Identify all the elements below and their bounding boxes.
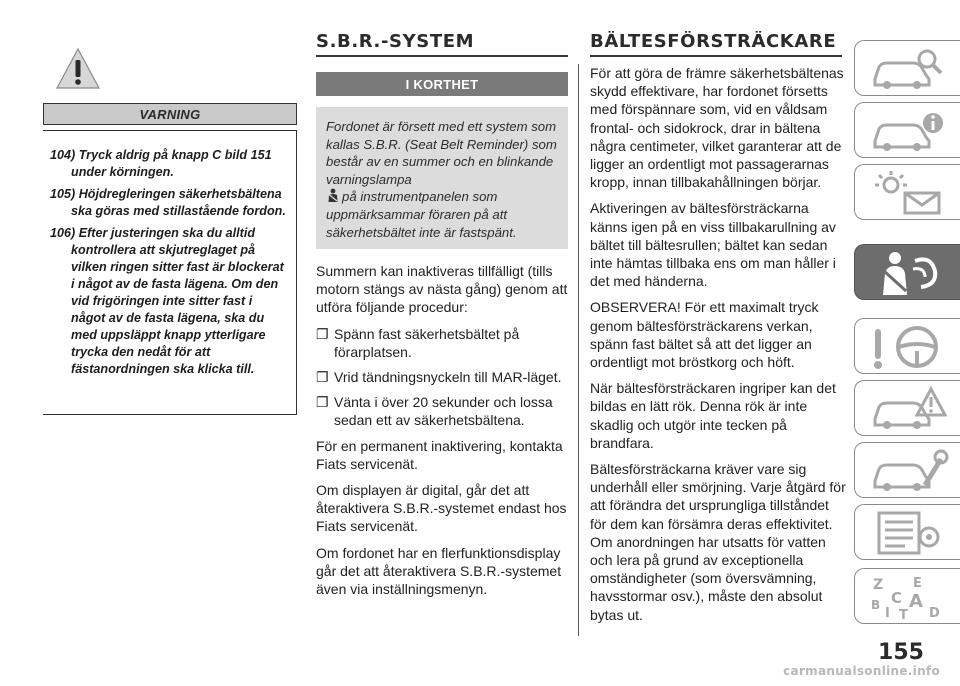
sbr-step-text: Spänn fast säkerhetsbältet på förarplatsen. [334,325,520,360]
warning-item-105: 105) Höjdregleringen säkerhetsbältena ska göras med stillastående fordon. [50,187,286,218]
column-divider [578,64,579,636]
sbr-step-text: Vrid tändningsnyckeln till MAR-läget. [334,369,562,386]
sbr-step-text: Vänta i över 20 sekunder och lossa sedan ett av säkerhetsbältena. [334,394,553,429]
tab-car-info[interactable] [854,102,960,158]
checkbox-bullet-icon: ❐ [316,369,329,386]
sbr-section-title: S.B.R.-SYSTEM [316,31,568,57]
index-letter: B [871,598,881,612]
sbr-paragraph: Om fordonet har en flerfunktionsdisplay går det att återaktivera S.B.R.-systemet även via inställningsmenyn. [316,544,562,598]
car-wrench-icon [869,447,949,495]
warning-header: VARNING [43,103,297,125]
tab-safety[interactable] [854,244,960,300]
pretensioner-paragraph: OBSERVERA! För ett maximalt tryck genom bältesförsträckarens verkan, spänn fast bältet så att det ligger an ordentligt mot bröstkorg och höft. [590,299,819,371]
sbr-step [316,325,572,361]
summary-text-end: på instrumentpanelen som uppmärksammar föraren på att säkerhetsbältet inte är fastspänt. [326,189,517,240]
tab-lights-messages[interactable] [854,164,960,220]
seatbelt-airbag-icon [869,249,949,297]
index-letter: Z [873,577,884,593]
index-letter: C [891,589,903,607]
index-letter: A [909,591,923,612]
tab-maintenance[interactable] [854,442,960,498]
summary-header: I KORTHET [316,72,568,96]
sbr-step [316,393,572,429]
summary-box [316,107,568,249]
sbr-paragraph: För en permanent inaktivering, kontakta Fiats servicenät. [316,437,563,472]
warning-box [43,130,297,415]
car-warning-icon [869,385,949,433]
index-letter: D [929,606,940,621]
pretensioner-section-title: BÄLTESFÖRSTRÄCKARE [590,31,842,57]
sbr-step [316,368,572,386]
checkbox-bullet-icon: ❐ [316,325,329,342]
car-search-icon [869,45,949,93]
alphabet-index-icon [869,573,949,621]
tab-technical-specs[interactable] [854,504,960,560]
warning-item-106: 106) Efter justeringen ska du alltid kontrollera att skjutreglaget på vilken ringen sitter fast är blockerat i något av de fasta lägena. Om den vid frigöringen inte sitter fast i något av de fasta lägena, ska du med uppsläppt knapp ytterligare trycka den nedåt för att fästanordningen ska klicka till. [50,226,284,376]
index-letter: I [885,606,890,621]
pretensioner-paragraph: För att göra de främre säkerhetsbältenas skydd effektivare, har fordonet försetts med förspännare som, vid en våldsam frontal- och sidokrock, drar in bältena några centimeter, vilket garanterar att de ligger an ordentligt mot passagerarnas kropp, innan tillbakahållningen börjar. [590,65,844,191]
warning-triangle-icon [55,46,101,92]
seatbelt-warning-lamp-icon [326,188,340,204]
tab-car-overview[interactable] [854,40,960,96]
specs-list-icon [869,509,949,557]
warning-item-104: 104) Tryck aldrig på knapp C bild 151 under körningen. [50,148,272,179]
lights-mail-icon [869,169,949,217]
sbr-paragraph: Om displayen är digital, går det att återaktivera S.B.R.-systemet endast hos Fiats servicenät. [316,482,567,535]
car-info-icon [869,107,949,155]
pretensioner-paragraph: Aktiveringen av bältesförsträckarna känns igen på en viss tillbakarullning av bältet till bältesrullen; bältet kan sedan inte hämtas tillbaka ens om man håller i det med händerna. [590,200,836,290]
pretensioner-paragraph: När bältesförsträckaren ingriper kan det bildas en lätt rök. Denna rök är inte skadlig och utgör inte tecken på brandfara. [590,380,836,451]
sbr-intro: Summern kan inaktiveras tillfälligt (tills motorn stängs av nästa gång) genom att utföra följande procedur: [316,263,568,316]
summary-text-start: Fordonet är försett med ett system som kallas S.B.R. (Seat Belt Reminder) som består av en summer och en blinkande varningslampa [326,119,557,187]
index-letter: E [913,576,922,591]
page-number: 155 [878,640,924,665]
pretensioner-body [590,64,846,632]
tab-starting-driving[interactable] [854,318,960,374]
checkbox-bullet-icon: ❐ [316,394,329,411]
steering-wheel-icon [869,323,949,371]
watermark: carmanualsonline.info [783,664,940,678]
tab-emergency[interactable] [854,380,960,436]
tab-index[interactable] [854,568,960,624]
index-letter: T [899,608,908,621]
pretensioner-paragraph: Bältesförsträckarna kräver vare sig underhåll eller smörjning. Varje åtgärd för att förändra det ursprungliga tillståndet för dem kan försämra deras effektivitet. Om anordningen har utsatts för vatten och lera på grund av exceptionella omständigheter (som översvämning, havsstormar osv.), måste den absolut bytas ut. [590,461,846,623]
sbr-body [316,262,572,606]
